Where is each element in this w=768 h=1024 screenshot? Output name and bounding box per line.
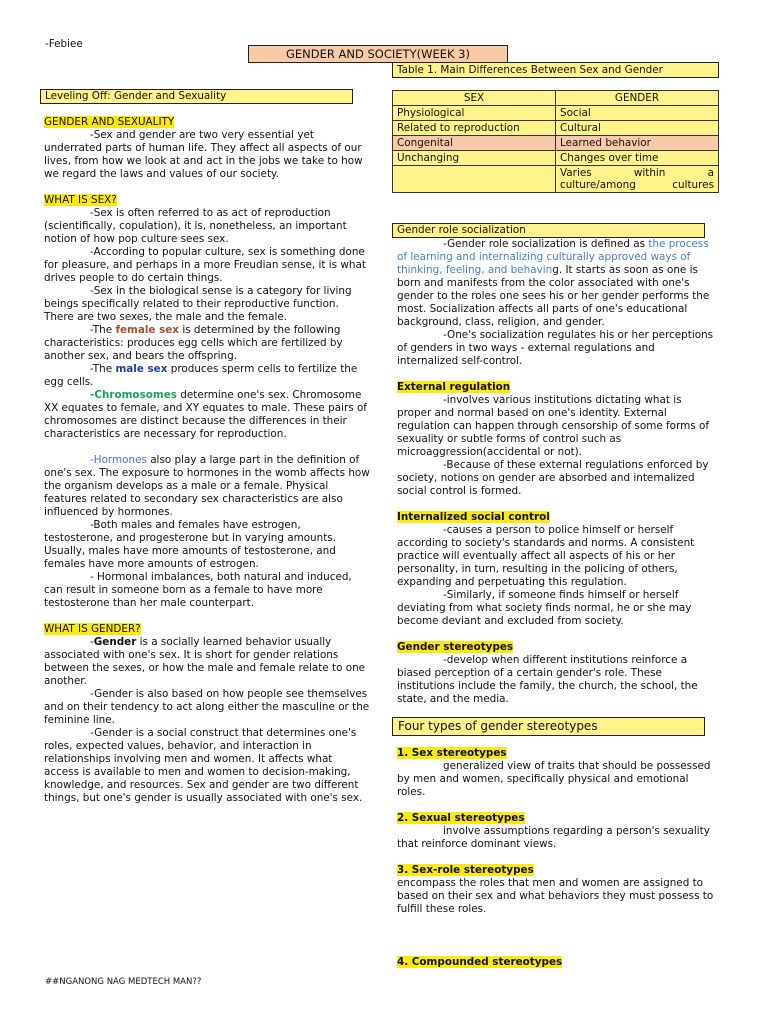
compounded-stereotypes-heading: 4. Compounded stereotypes xyxy=(397,956,563,968)
table-row xyxy=(393,151,719,166)
external-paragraph-2: -Because of these external regulations enforced by society, notions on gender are absorbed and internalized social control is formed. xyxy=(397,459,709,497)
compounded-stereotypes-line xyxy=(397,956,562,969)
author-name: -Febiee xyxy=(45,38,83,50)
table-cell: Varies within a culture/among cultures xyxy=(556,166,719,193)
right-column-lower xyxy=(397,747,719,916)
gender-sexuality-heading: GENDER AND SEXUALITY xyxy=(44,116,175,128)
leveling-off-heading: Leveling Off: Gender and Sexuality xyxy=(40,89,353,104)
hormones-term: -Hormones xyxy=(90,454,147,466)
internalized-paragraph-2: -Similarly, if someone finds himself or herself deviating from what society finds normal, he or she may become deviant and excluded from society. xyxy=(397,589,692,627)
table-header-cell: SEX xyxy=(393,91,556,106)
chromosomes-term: -Chromosomes xyxy=(90,389,177,401)
table-cell: Unchanging xyxy=(393,151,556,166)
table-cell: Congenital xyxy=(393,136,556,151)
gender-sexuality-paragraph: -Sex and gender are two very essential yet underrated parts of human life. They affect all aspects of our lives, from how we look at and act in the jobs we take to how we regard the laws and values of our society. xyxy=(44,129,363,180)
sex-stereotypes-heading: 1. Sex stereotypes xyxy=(397,747,507,759)
table-cell: Cultural xyxy=(556,121,719,136)
sexual-stereotypes-paragraph: involve assumptions regarding a person's sexuality that reinforce dominant views. xyxy=(397,825,710,850)
sex-paragraph-8: -Both males and females have estrogen, testosterone, and progesterone but in varying amounts. Usually, males have more amounts of testosterone, and females have more amounts of estrogen. xyxy=(44,519,337,570)
table-row xyxy=(393,166,719,193)
male-sex-term: male sex xyxy=(115,363,168,375)
sex-gender-table xyxy=(392,90,719,193)
footer-note: ##NGANONG NAG MEDTECH MAN?? xyxy=(45,977,202,987)
sex-paragraph-9: - Hormonal imbalances, both natural and induced, can result in someone born as a female to have more testosterone than her male counterpart. xyxy=(44,571,352,609)
external-regulation-heading: External regulation xyxy=(397,381,511,393)
gender-stereotypes-heading: Gender stereotypes xyxy=(397,641,514,653)
sex-paragraph-5: -The male sex produces sperm cells to fertilize the egg cells. xyxy=(44,363,358,388)
table-header-row xyxy=(393,91,719,106)
sex-paragraph-1: -Sex is often referred to as act of reproduction (scientifically, copulation), it is, nonetheless, an important notion of how pop culture sees sex. xyxy=(44,207,347,245)
sex-paragraph-2: -According to popular culture, sex is something done for pleasure, and perhaps in a more Freudian sense, it is what drives people to do certain things. xyxy=(44,246,366,284)
grs-definition: the process of learning and internalizing culturally approved ways of thinking, feeling, and behavin xyxy=(397,238,709,276)
gender-paragraph-1: -Gender is a socially learned behavior usually associated with one's sex. It is short for gender relations between the sexes, or how the male and female relate to one another. xyxy=(44,636,366,687)
sex-paragraph-6: -Chromosomes determine one's sex. Chromosome XX equates to female, and XY equates to male. These pairs of chromosomes are distinct because the differences in their characteristics are necessary for reproduction. xyxy=(44,389,367,440)
table-cell: Physiological xyxy=(393,106,556,121)
four-types-heading: Four types of gender stereotypes xyxy=(392,717,705,736)
gender-stereotypes-paragraph: -develop when different institutions reinforce a biased perception of a certain gender's role. These institutions include the family, the church, the school, the state, and the media. xyxy=(397,654,698,705)
gender-term: Gender xyxy=(93,636,137,648)
grs-paragraph-1: -Gender role socialization is defined as the process of learning and internalizing culturally approved ways of thinking, feeling, and behaving. It starts as soon as one is born and manifests from the color associated with one's gender to the roles one sees his or her gender performs the most. Socialization affects all parts of one's educational background, class, religion, and gender. xyxy=(397,238,710,328)
table-caption: Table 1. Main Differences Between Sex and Gender xyxy=(392,62,719,78)
gender-role-socialization-heading: Gender role socialization xyxy=(392,223,705,238)
table-cell: Changes over time xyxy=(556,151,719,166)
sex-paragraph-7: -Hormones also play a large part in the definition of one's sex. The exposure to hormones in the womb affects how the organism develops as a male or a female. Physical features related to secondary sex characteristics are also influenced by hormones. xyxy=(44,454,370,518)
grs-paragraph-2: -One's socialization regulates his or her perceptions of genders in two ways - external regulations and internalized self-control. xyxy=(397,329,714,367)
right-column-upper xyxy=(397,238,719,706)
sexual-stereotypes-heading: 2. Sexual stereotypes xyxy=(397,812,525,824)
sex-paragraph-4: -The female sex is determined by the following characteristics: produces egg cells which are fertilized by another sex, and bears the offspring. xyxy=(44,324,343,362)
what-is-sex-heading: WHAT IS SEX? xyxy=(44,194,117,206)
left-column xyxy=(44,116,370,805)
sex-stereotypes-paragraph: generalized view of traits that should be possessed by men and women, specifically physical and emotional roles. xyxy=(397,760,711,798)
table-row xyxy=(393,121,719,136)
sex-paragraph-3: -Sex in the biological sense is a category for living beings specifically related to their reproductive function. There are two sexes, the male and the female. xyxy=(44,285,352,323)
gender-paragraph-3: -Gender is a social construct that determines one's roles, expected values, behavior, and interaction in relationships involving men and women. It affects what access is available to men and women to decision-making, knowledge, and resources. Sex and gender are two different things, but one's gender is usually associated with one's sex. xyxy=(44,727,363,804)
table-row xyxy=(393,136,719,151)
female-sex-term: female sex xyxy=(115,324,180,336)
table-cell xyxy=(393,166,556,193)
table-row xyxy=(393,106,719,121)
table-cell: Learned behavior xyxy=(556,136,719,151)
sex-role-stereotypes-heading: 3. Sex-role stereotypes xyxy=(397,864,534,876)
internalized-control-heading: Internalized social control xyxy=(397,511,550,523)
table-cell: Related to reproduction xyxy=(393,121,556,136)
sex-role-stereotypes-paragraph: encompass the roles that men and women are assigned to based on their sex and what behaviors they must possess to fulfill these roles. xyxy=(397,877,714,915)
internalized-paragraph-1: -causes a person to police himself or herself according to society's standards and norms. A consistent practice will eventually affect all aspects of his or her personality, in turn, resulting in the policing of others, expanding and perpetuating this regulation. xyxy=(397,524,695,588)
table-header-cell: GENDER xyxy=(556,91,719,106)
what-is-gender-heading: WHAT IS GENDER? xyxy=(44,623,141,635)
external-paragraph-1: -involves various institutions dictating what is proper and normal based on one's identity. External regulation can happen through censorship of some forms of sexuality or subtle forms of control such as microaggression(accidental or not). xyxy=(397,394,709,458)
main-title: GENDER AND SOCIETY(WEEK 3) xyxy=(248,45,508,63)
table-cell: Social xyxy=(556,106,719,121)
gender-paragraph-2: -Gender is also based on how people see themselves and on their tendency to act along either the masculine or the feminine line. xyxy=(44,688,370,726)
